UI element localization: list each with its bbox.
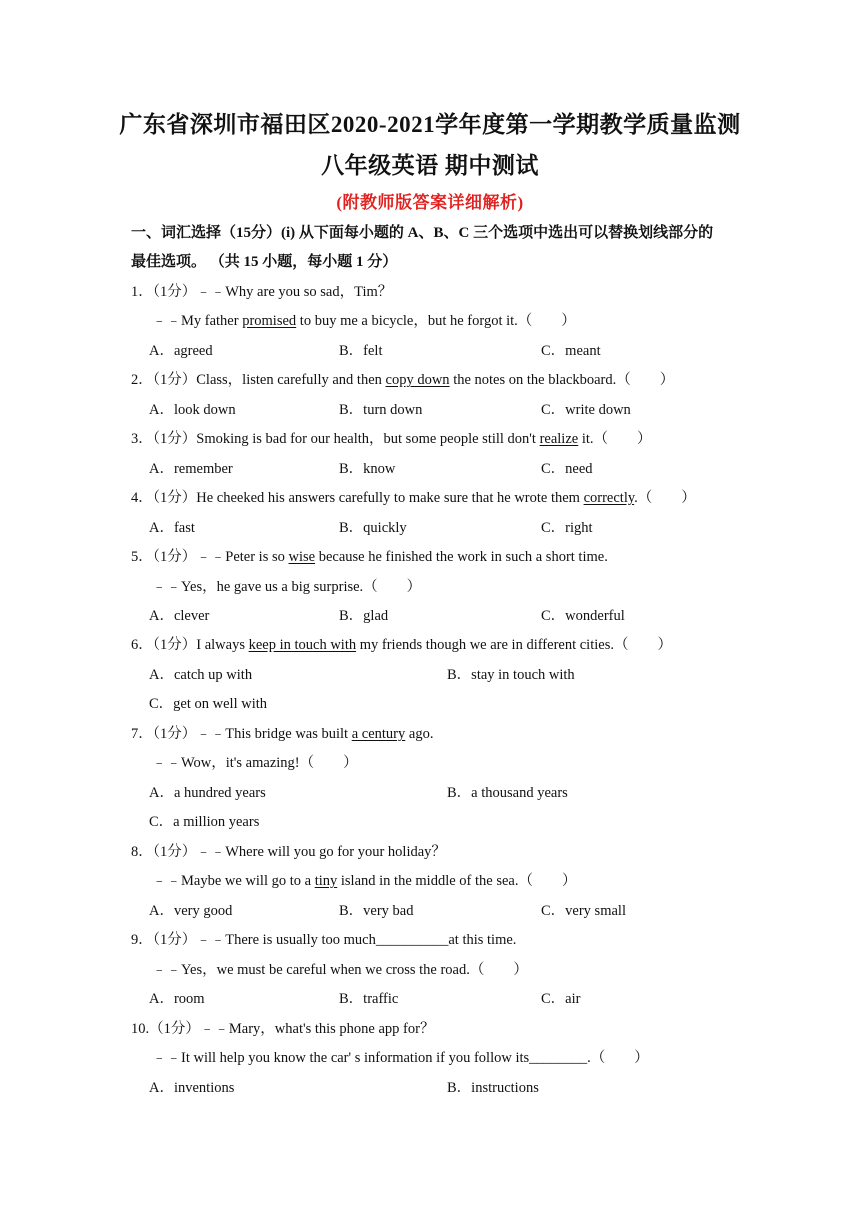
question-8-response: ﹣﹣Maybe we will go to a tiny island in the middle of the sea.（ ） (152, 873, 577, 889)
question-10-option-b: B．instructions (447, 1080, 539, 1096)
question-6-option-b: B．stay in touch with (447, 667, 575, 683)
question-1-option-b: B．felt (339, 343, 383, 359)
question-7-option-a: A．a hundred years (149, 785, 266, 801)
question-6-option-a: A．catch up with (149, 667, 253, 683)
question-9-option-b: B．traffic (339, 991, 399, 1007)
question-2-option-c: C．write down (541, 402, 631, 418)
document-subtitle: 八年级英语 期中测试 (321, 153, 539, 178)
question-1-option-c: C．meant (541, 343, 601, 359)
question-2-stem: 2．（1分）Class，listen carefully and then copy down the notes on the blackboard.（ ） (131, 372, 675, 388)
question-7-option-c: C．a million years (149, 814, 260, 830)
question-5-option-c: C．wonderful (541, 608, 625, 624)
section-heading-line2: 最佳选项。 （共 15 小题，每小题 1 分） (131, 254, 398, 270)
question-9-option-a: A．room (149, 991, 205, 1007)
answer-note: (附教师版答案详细解析) (336, 193, 524, 212)
underlined-word: wise (288, 549, 316, 565)
underlined-word: correctly (583, 490, 635, 506)
question-9-option-c: C．air (541, 991, 581, 1007)
question-6-stem: 6．（1分）I always keep in touch with my friends though we are in different cities.（ ） (131, 637, 672, 653)
question-4-option-b: B．quickly (339, 520, 407, 536)
question-3-option-b: B．know (339, 461, 396, 477)
question-10-option-a: A．inventions (149, 1080, 235, 1096)
question-7-option-b: B．a thousand years (447, 785, 568, 801)
question-9-response: ﹣﹣Yes，we must be careful when we cross the road.（ ） (152, 962, 528, 978)
answer-blank: ________ (529, 1050, 588, 1066)
underlined-word: tiny (314, 873, 338, 889)
question-7-stem: 7．（1分）﹣﹣This bridge was built a century ago. (131, 726, 434, 742)
question-3-stem: 3．（1分）Smoking is bad for our health，but some people still don't realize it.（ ） (131, 431, 652, 447)
section-heading-line1: 一、词汇选择（15分）(i) 从下面每小题的 A、B、C 三个选项中选出可以替换划线部分的 (131, 225, 714, 241)
question-2-option-b: B．turn down (339, 402, 423, 418)
underlined-word: realize (539, 431, 579, 447)
question-7-response: ﹣﹣Wow，it's amazing!（ ） (152, 755, 358, 771)
underlined-phrase: keep in touch with (248, 637, 357, 653)
question-9-stem: 9．（1分）﹣﹣There is usually too much__________at this time. (131, 932, 517, 948)
underlined-phrase: a century (351, 726, 406, 742)
question-10-stem: 10.（1分）﹣﹣Mary，what's this phone app for？ (131, 1021, 435, 1037)
question-6-option-c: C．get on well with (149, 696, 268, 712)
question-4-stem: 4．（1分）He cheeked his answers carefully to make sure that he wrote them correctly.（ ） (131, 490, 696, 506)
question-4-option-c: C．right (541, 520, 593, 536)
question-5-option-b: B．glad (339, 608, 389, 624)
question-4-option-a: A．fast (149, 520, 195, 536)
question-1-response: ﹣﹣My father promised to buy me a bicycle，but he forgot it.（ ） (152, 313, 576, 329)
underlined-word: promised (242, 313, 297, 329)
document-title: 广东省深圳市福田区2020-2021学年度第一学期教学质量监测 (119, 112, 741, 137)
underlined-phrase: copy down (385, 372, 450, 388)
question-8-option-b: B．very bad (339, 903, 414, 919)
question-10-response: ﹣﹣It will help you know the car' s information if you follow its________.（ ） (152, 1050, 649, 1066)
question-5-option-a: A．clever (149, 608, 210, 624)
question-5-stem: 5．（1分）﹣﹣Peter is so wise because he finished the work in such a short time. (131, 549, 608, 565)
question-3-option-a: A．remember (149, 461, 233, 477)
question-8-option-a: A．very good (149, 903, 233, 919)
question-8-stem: 8．（1分）﹣﹣Where will you go for your holiday？ (131, 844, 446, 860)
question-1-stem: 1．（1分）﹣﹣Why are you so sad，Tim？ (131, 284, 393, 300)
question-5-response: ﹣﹣Yes，he gave us a big surprise.（ ） (152, 579, 422, 595)
question-8-option-c: C．very small (541, 903, 626, 919)
question-3-option-c: C．need (541, 461, 593, 477)
question-2-option-a: A．look down (149, 402, 236, 418)
answer-blank: __________ (375, 932, 449, 948)
question-1-option-a: A．agreed (149, 343, 213, 359)
